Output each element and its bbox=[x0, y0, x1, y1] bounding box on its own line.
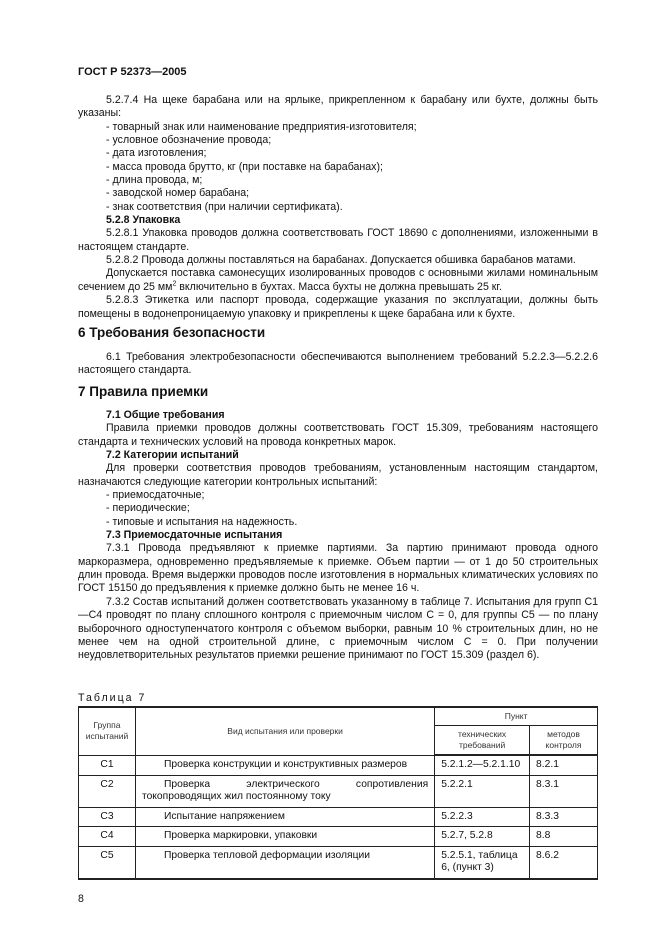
list-item: - длина провода, м; bbox=[106, 174, 203, 187]
cell-methods: 8.8 bbox=[530, 827, 598, 847]
cell-group: С1 bbox=[79, 755, 136, 775]
table-row bbox=[79, 807, 598, 827]
cell-tech: 5.2.2.1 bbox=[435, 775, 530, 807]
paragraph: 5.2.8.3 Этикетка или паспорт провода, содержащие указания по эксплуатации, должны быть помещены в водонепроницаемую упаковку и прикреплены к щеке барабана или к бухте. bbox=[78, 294, 598, 320]
section-heading: 6 Требования безопасности bbox=[78, 325, 266, 340]
list-item: - товарный знак или наименование предприятия-изготовителя; bbox=[106, 120, 417, 133]
header-group: Группа испытаний bbox=[79, 707, 136, 755]
page-number: 8 bbox=[78, 893, 84, 905]
header-kind: Вид испытания или проверки bbox=[135, 707, 434, 755]
list-item: - знак соответствия (при наличии сертификата). bbox=[106, 200, 343, 213]
header-punkt: Пункт bbox=[435, 707, 598, 726]
list-item: - дата изготовления; bbox=[106, 147, 207, 160]
table-row bbox=[79, 827, 598, 847]
cell-kind: Испытание напряжением bbox=[135, 807, 434, 827]
header-methods: методов контроля bbox=[530, 726, 598, 756]
list-item: - условное обозначение провода; bbox=[106, 134, 272, 147]
cell-group: С3 bbox=[79, 807, 136, 827]
section-5-2-7-8 bbox=[78, 94, 598, 321]
paragraph: Правила приемки проводов должны соответствовать ГОСТ 15.309, требованиям настоящего стандарта и технических условий на провода конкретных марок. bbox=[78, 422, 598, 448]
subsection-title: 7.1 Общие требования bbox=[106, 409, 225, 421]
paragraph: 7.3.1 Провода предъявляют к приемке партиями. За партию принимают провода одного маркоразмера, одновременно предъявляемые к приемке. Объем партии — от 1 до 50 строительных длин провода. Время выдержки проводов после изготовления в нормальных климатических условиях по ГОСТ 15150 до предъявления к приемке должно быть не менее 16 ч. bbox=[78, 542, 598, 595]
paragraph: 5.2.8.1 Упаковка проводов должна соответствовать ГОСТ 18690 с дополнениями, изложенными в настоящем стандарте. bbox=[78, 227, 598, 253]
cell-methods: 8.3.1 bbox=[530, 775, 598, 807]
paragraph: 5.2.8.2 Провода должны поставляться на барабанах. Допускается обшивка барабанов матами. bbox=[106, 254, 576, 267]
subsection-title: 7.3 Приемосдаточные испытания bbox=[106, 529, 283, 542]
subsection-title: 5.2.8 Упаковка bbox=[106, 214, 181, 227]
running-header: ГОСТ Р 52373—2005 bbox=[78, 66, 187, 78]
cell-group: С2 bbox=[79, 775, 136, 807]
subsection-title: 7.2 Категории испытаний bbox=[106, 449, 239, 462]
table-row bbox=[79, 755, 598, 775]
list-item: - периодические; bbox=[106, 502, 190, 515]
paragraph: 6.1 Требования электробезопасности обеспечиваются выполнением требований 5.2.2.3—5.2.2.6 настоящего стандарта. bbox=[78, 351, 598, 377]
cell-tech: 5.2.1.2—5.2.1.10 bbox=[435, 755, 530, 775]
table-7 bbox=[78, 706, 598, 880]
cell-methods: 8.2.1 bbox=[530, 755, 598, 775]
paragraph: 5.2.7.4 На щеке барабана или на ярлыке, прикрепленном к барабану или бухте, должны быть указаны: bbox=[78, 94, 598, 120]
paragraph: 7.3.2 Состав испытаний должен соответствовать указанному в таблице 7. Испытания для групп С1—С4 проводят по плану сплошного контроля с приемочным числом C = 0, для группы С5 — по плану выборочного одноступенчатого контроля с объемом выборки, равным 10 % строительных длин, но не менее чем на одной строительной длине, с приемочным числом C = 0. При получении неудовлетворительных результатов приемки решение принимают по ГОСТ 15.309 (раздел 6). bbox=[78, 595, 598, 662]
section-heading: 7 Правила приемки bbox=[78, 384, 209, 399]
cell-methods: 8.3.3 bbox=[530, 807, 598, 827]
cell-tech: 5.2.2.3 bbox=[435, 807, 530, 827]
list-item: - масса провода брутто, кг (при поставке на барабанах); bbox=[106, 160, 383, 173]
header-tech: технических требований bbox=[435, 726, 530, 756]
table-row bbox=[79, 775, 598, 807]
section-7 bbox=[78, 384, 598, 663]
paragraph: Для проверки соответствия проводов требованиям, установленным настоящим стандартом, назначаются следующие категории контрольных испытаний: bbox=[78, 462, 598, 488]
cell-kind: Проверка маркировки, упаковки bbox=[135, 827, 434, 847]
cell-kind: Проверка тепловой деформации изоляции bbox=[135, 846, 434, 879]
text: включительно в бухтах. Масса бухты не должна превышать 25 кг. bbox=[176, 280, 502, 293]
list-item: - приемосдаточные; bbox=[106, 489, 205, 502]
paragraph bbox=[78, 267, 598, 294]
cell-tech: 5.2.7, 5.2.8 bbox=[435, 827, 530, 847]
text: Допускается поставка самонесущих изолированных проводов с основными жилами номинальным сечением до 25 мм bbox=[78, 267, 598, 293]
superscript: 2 bbox=[172, 280, 177, 288]
cell-kind: Проверка конструкции и конструктивных размеров bbox=[135, 755, 434, 775]
cell-group: С5 bbox=[79, 846, 136, 879]
section-6 bbox=[78, 325, 598, 378]
cell-tech: 5.2.5.1, таблица 6, (пункт 3) bbox=[435, 846, 530, 879]
cell-group: С4 bbox=[79, 827, 136, 847]
cell-kind: Проверка электрического сопротивления токопроводящих жил постоянному току bbox=[135, 775, 434, 807]
list-item: - заводской номер барабана; bbox=[106, 187, 250, 200]
table-row bbox=[79, 846, 598, 879]
cell-methods: 8.6.2 bbox=[530, 846, 598, 879]
list-item: - типовые и испытания на надежность. bbox=[106, 515, 298, 528]
table-caption: Таблица 7 bbox=[78, 692, 147, 704]
